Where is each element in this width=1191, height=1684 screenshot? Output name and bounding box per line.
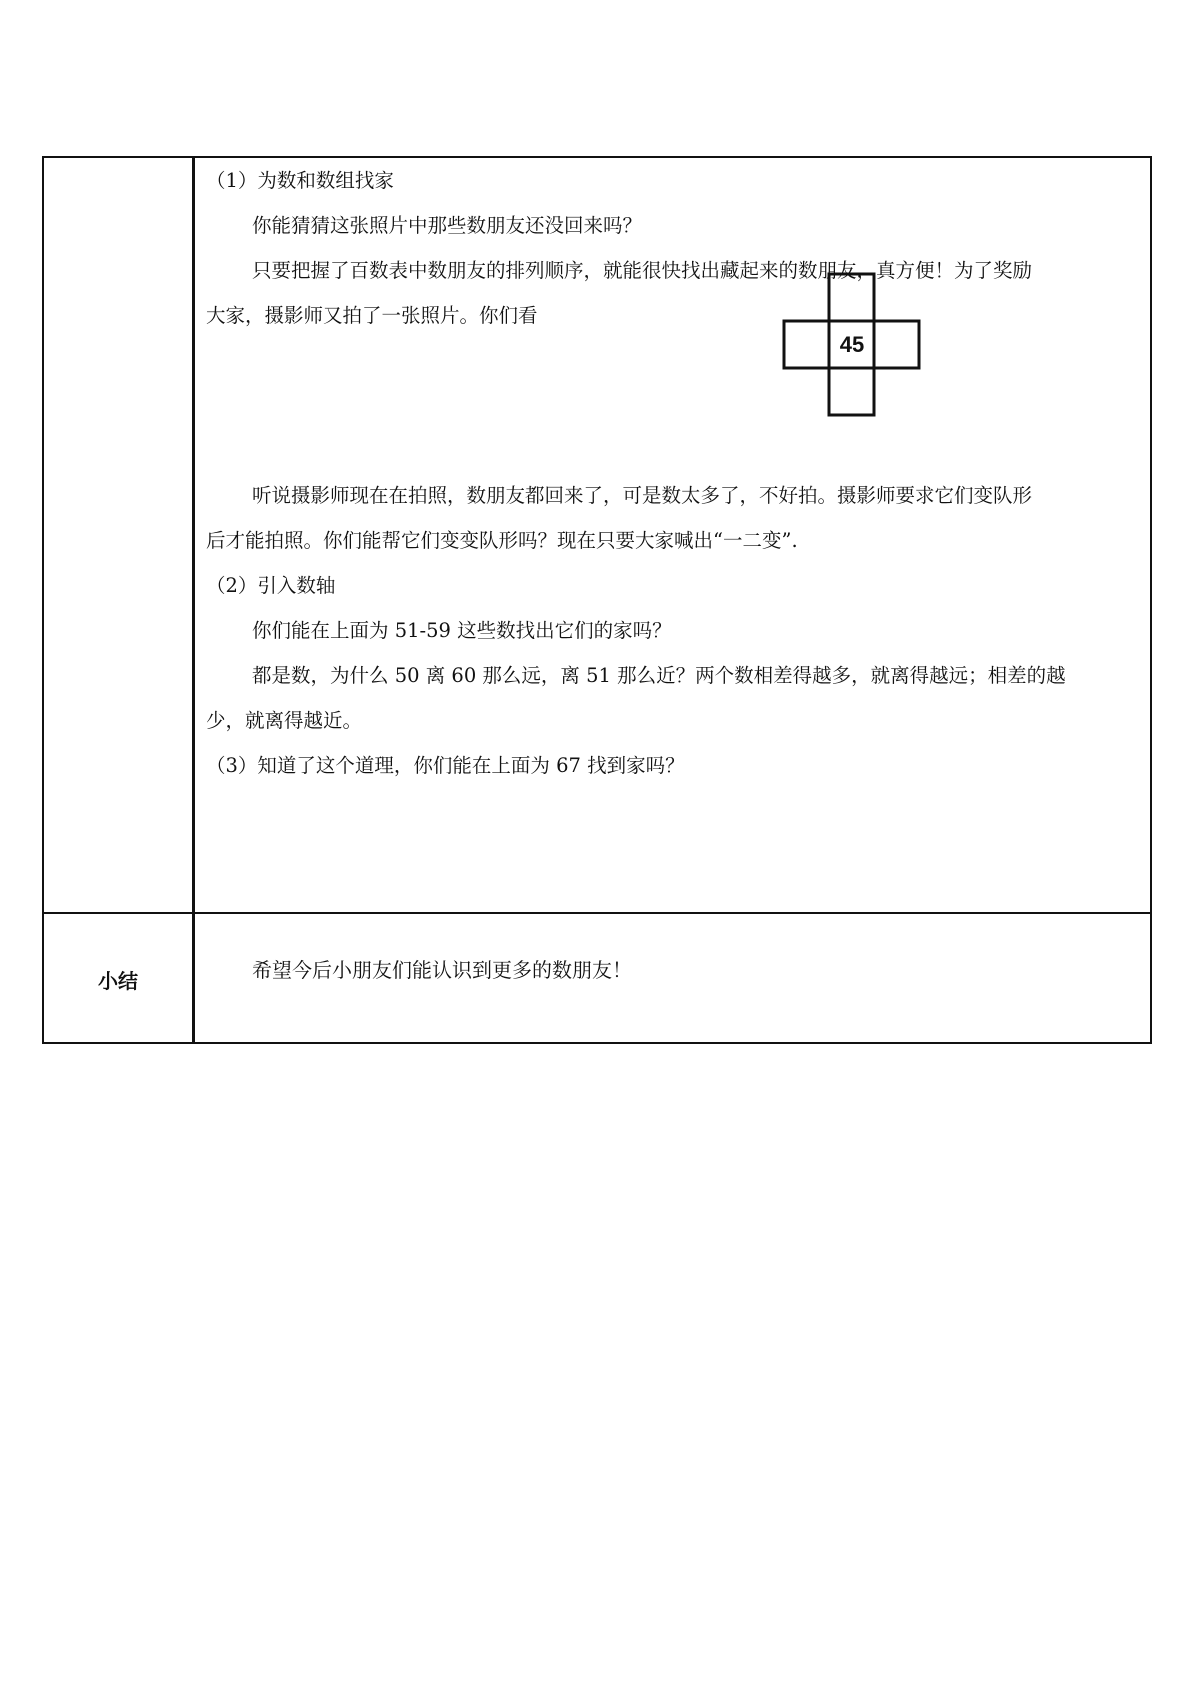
summary-label: 小结 (98, 968, 138, 993)
paragraph-hundred-chart-2: 大家，摄影师又拍了一张照片。你们看 (206, 304, 538, 327)
row-divider (44, 912, 1150, 914)
paragraph-distance-2: 少，就离得越近。 (206, 709, 363, 732)
paragraph-photographer-2: 后才能拍照。你们能帮它们变变队形吗？现在只要大家喊出“一二变”. (206, 529, 798, 552)
cross-top-cell (829, 274, 874, 321)
paragraph-distance-1: 都是数，为什么 50 离 60 那么远，离 51 那么近？两个数相差得越多，就离得越远；相差的越 (252, 664, 1066, 687)
section-1-title: （1）为数和数组找家 (206, 169, 394, 192)
section-2-title: （2）引入数轴 (206, 574, 336, 597)
cross-bottom-cell (829, 368, 874, 415)
cross-left-cell (784, 321, 829, 368)
column-divider (192, 158, 195, 1042)
section-3-question: （3）知道了这个道理，你们能在上面为 67 找到家吗？ (206, 754, 685, 777)
paragraph-number-line: 你们能在上面为 51-59 这些数找出它们的家吗？ (252, 619, 672, 642)
paragraph-photographer-1: 听说摄影师现在在拍照，数朋友都回来了，可是数太多了，不好拍。摄影师要求它们变队形 (252, 484, 1033, 507)
paragraph-hundred-chart-1: 只要把握了百数表中数朋友的排列顺序，就能很快找出藏起来的数朋友，真方便！为了奖励 (252, 259, 1033, 282)
figure-spacer (204, 338, 1140, 473)
cross-right-cell (874, 321, 919, 368)
cross-number-figure (782, 272, 924, 418)
paragraph-guess: 你能猜猜这张照片中那些数朋友还没回来吗？ (252, 214, 643, 237)
summary-text: 希望今后小朋友们能认识到更多的数朋友！ (252, 958, 632, 982)
lesson-content-cell (204, 158, 1140, 912)
cross-center-number: 45 (839, 332, 865, 357)
lesson-table (42, 156, 1152, 1044)
